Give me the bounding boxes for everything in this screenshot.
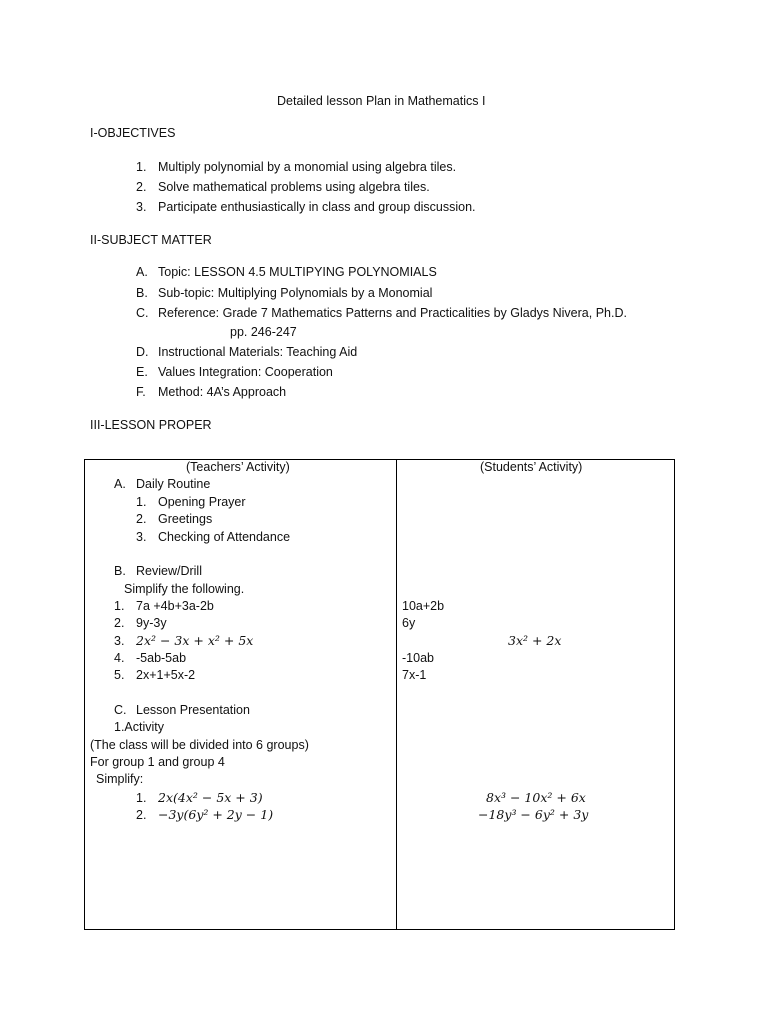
review-expression: -5ab-5ab	[136, 651, 187, 665]
review-item	[114, 599, 214, 613]
routine-number: 1.	[136, 495, 147, 509]
presentation-item	[136, 790, 263, 805]
objective-number: 2.	[136, 180, 147, 194]
review-answer: 10a+2b	[402, 599, 445, 613]
review-answer: 6y	[402, 616, 416, 630]
subject-item	[136, 286, 432, 300]
review-item	[114, 668, 195, 682]
presentation-number: 2.	[136, 808, 147, 822]
subject-text: Method: 4A’s Approach	[158, 385, 287, 399]
review-number: 2.	[114, 616, 125, 630]
teacher-activity-header: (Teachers’ Activity)	[186, 460, 290, 474]
student-activity-header: (Students’ Activity)	[480, 460, 583, 474]
subject-item	[136, 365, 333, 379]
review-letter: B.	[114, 564, 126, 578]
subject-text: Values Integration: Cooperation	[158, 365, 333, 379]
presentation-answer: 8x³ − 10x² + 6x	[486, 790, 586, 805]
presentation-letter: C.	[114, 703, 127, 717]
presentation-item	[136, 807, 273, 822]
subject-item	[136, 265, 437, 279]
review-item	[114, 633, 253, 648]
review-expression: 7a +4b+3a-2b	[136, 599, 214, 613]
objective-text: Participate enthusiastically in class and group discussion.	[158, 200, 476, 214]
subject-text: Instructional Materials: Teaching Aid	[158, 345, 358, 359]
objective-text: Multiply polynomial by a monomial using algebra tiles.	[158, 160, 457, 174]
routine-text: Greetings	[158, 512, 213, 526]
objective-item	[136, 200, 476, 214]
subject-text: Reference: Grade 7 Mathematics Patterns and Practicalities by Gladys Nivera, Ph.D.	[158, 306, 627, 320]
objective-number: 1.	[136, 160, 147, 174]
subject-letter: F.	[136, 385, 146, 399]
review-answer: 3x² + 2x	[508, 633, 562, 648]
group-note: (The class will be divided into 6 groups)	[90, 738, 309, 752]
review-number: 1.	[114, 599, 125, 613]
objectives-heading: I-OBJECTIVES	[90, 126, 176, 140]
objective-item	[136, 180, 430, 194]
objective-item	[136, 160, 456, 174]
routine-item	[136, 530, 290, 544]
presentation-heading	[114, 703, 250, 717]
subject-letter: A.	[136, 265, 148, 279]
review-heading	[114, 564, 202, 578]
subject-text: Sub-topic: Multiplying Polynomials by a Monomial	[158, 286, 433, 300]
subject-text: Topic: LESSON 4.5 MULTIPYING POLYNOMIALS	[158, 265, 437, 279]
review-item	[114, 651, 186, 665]
subject-letter: C.	[136, 306, 149, 320]
daily-routine-heading	[114, 477, 210, 491]
routine-text: Opening Prayer	[158, 495, 246, 509]
lesson-proper-heading: III-LESSON PROPER	[90, 418, 212, 432]
presentation-answer: −18y³ − 6y² + 3y	[478, 807, 589, 822]
simplify-label: Simplify:	[96, 772, 144, 786]
review-instruction: Simplify the following.	[124, 582, 245, 596]
review-number: 3.	[114, 634, 125, 648]
routine-number: 2.	[136, 512, 147, 526]
subject-item-continuation: pp. 246-247	[230, 325, 297, 339]
subject-item	[136, 345, 357, 359]
subject-matter-heading: II-SUBJECT MATTER	[90, 233, 212, 247]
review-item	[114, 616, 167, 630]
routine-text: Checking of Attendance	[158, 530, 291, 544]
review-answer: 7x-1	[402, 668, 427, 682]
review-expression: 2x² − 3x + x² + 5x	[136, 633, 254, 648]
subject-letter: B.	[136, 286, 148, 300]
daily-routine-label: Daily Routine	[136, 477, 211, 491]
subject-letter: D.	[136, 345, 149, 359]
presentation-number: 1.	[136, 791, 147, 805]
page-title: Detailed lesson Plan in Mathematics I	[277, 94, 486, 108]
review-label: Review/Drill	[136, 564, 202, 578]
review-answer: -10ab	[402, 651, 434, 665]
activity-label: 1.Activity	[114, 720, 165, 734]
routine-number: 3.	[136, 530, 147, 544]
routine-item	[136, 495, 246, 509]
review-number: 5.	[114, 668, 125, 682]
review-expression: 2x+1+5x-2	[136, 668, 196, 682]
presentation-expression: 2x(4x² − 5x + 3)	[158, 790, 263, 805]
objective-number: 3.	[136, 200, 147, 214]
review-expression: 9y-3y	[136, 616, 167, 630]
subject-letter: E.	[136, 365, 148, 379]
group-label: For group 1 and group 4	[90, 755, 225, 769]
table-column-divider	[396, 459, 397, 930]
objective-text: Solve mathematical problems using algebra tiles.	[158, 180, 430, 194]
review-number: 4.	[114, 651, 125, 665]
subject-item	[136, 385, 286, 399]
routine-item	[136, 512, 212, 526]
daily-routine-letter: A.	[114, 477, 126, 491]
presentation-label: Lesson Presentation	[136, 703, 250, 717]
presentation-expression: −3y(6y² + 2y − 1)	[158, 807, 274, 822]
subject-item	[136, 306, 627, 320]
